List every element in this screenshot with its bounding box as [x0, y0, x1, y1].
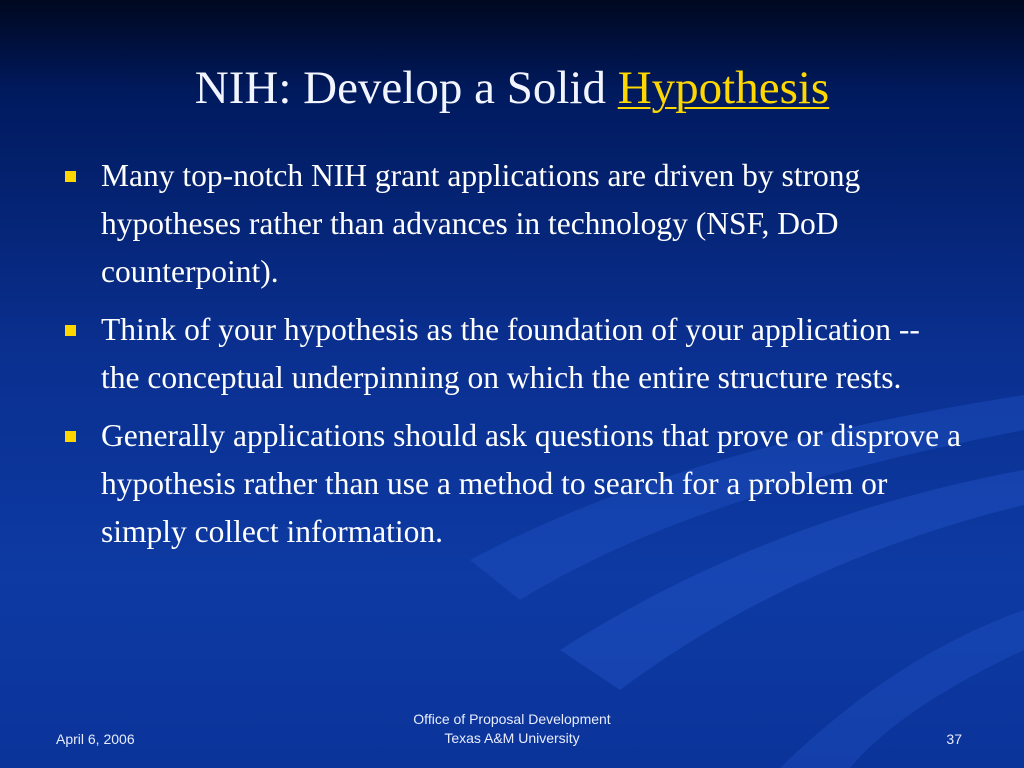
slide-title [0, 58, 1024, 118]
footer-date: April 6, 2006 [56, 731, 135, 747]
title-highlight: Hypothesis [617, 62, 830, 114]
bullet-item [0, 306, 1024, 402]
bullet-text: Generally applications should ask questions that prove or disprove a hypothesis rather than use a method to search for a problem or simply collect information. [101, 418, 961, 549]
title-prefix: NIH: Develop a Solid [194, 62, 618, 114]
page-number: 37 [946, 731, 962, 747]
square-bullet-icon [65, 171, 76, 182]
footer-office-line1: Office of Proposal Development [413, 711, 611, 727]
footer-office [312, 710, 712, 748]
bullet-text: Many top-notch NIH grant applications are driven by strong hypotheses rather than advances in technology (NSF, DoD counterpoint). [101, 158, 861, 289]
bullet-text: Think of your hypothesis as the foundation of your application -- the conceptual underpinning on which the entire structure rests. [101, 312, 920, 395]
bullet-item [0, 152, 1024, 296]
square-bullet-icon [65, 431, 76, 442]
square-bullet-icon [65, 325, 76, 336]
footer-office-line2: Texas A&M University [444, 730, 580, 746]
bullet-list [0, 152, 1024, 566]
bullet-item [0, 412, 1024, 556]
